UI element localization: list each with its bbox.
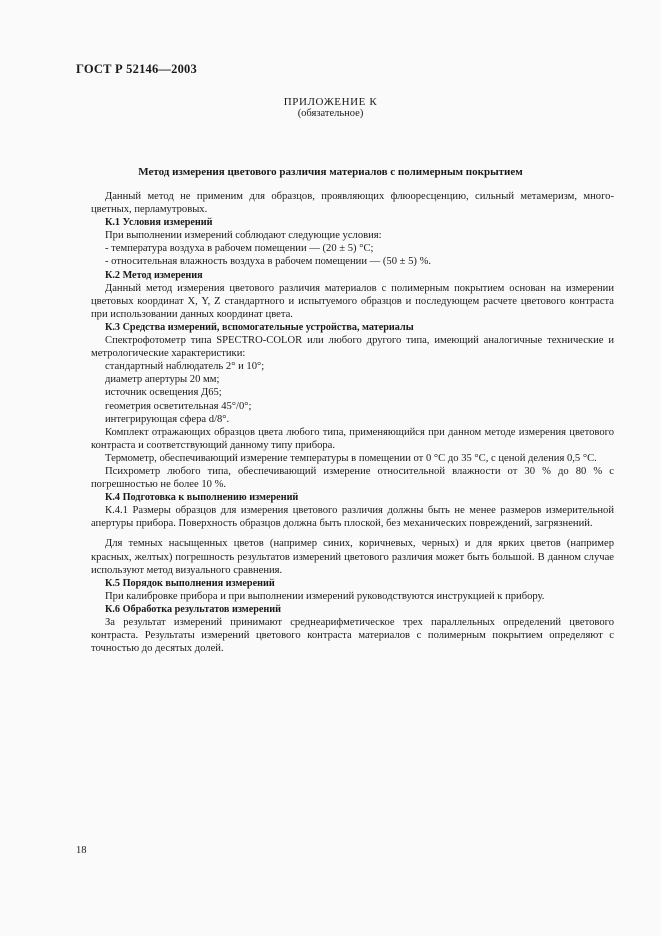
section-k5-title: К.5 Порядок выполнения измерений	[105, 577, 275, 589]
appendix-title: ПРИЛОЖЕНИЕ К	[283, 96, 378, 108]
section-k3-paragraph: Комплект отражающих образцов цвета любого типа, применяющийся при данном методе измерения цветового контраста и соответствующий данному типу прибора.	[91, 426, 614, 451]
section-k2-title: К.2 Метод измерения	[105, 269, 203, 281]
section-k4-paragraph: Для темных насыщенных цветов (например синих, коричневых, черных) и для ярких цветов (например красных, желтых) погрешность результатов измерений цветового различия может быть большой. В данном случае используют метод визуального сравнения.	[91, 538, 614, 576]
condition-item: - температура воздуха в рабочем помещении — (20 ± 5) °С;	[105, 243, 374, 255]
section-k1-text: При выполнении измерений соблюдают следующие условия:	[105, 230, 382, 242]
main-heading: Метод измерения цветового различия материалов с полимерным покрытием	[138, 166, 523, 178]
appendix-status: (обязательное)	[297, 108, 364, 119]
section-k5-text: При калибровке прибора и при выполнении измерений руководствуются инструкцией к прибору.	[105, 590, 545, 602]
standard-number: ГОСТ Р 52146—2003	[76, 62, 197, 76]
section-k2-text: Данный метод измерения цветового различия материалов с полимерным покрытием основан на измерении цветовых координат X, Y, Z стандартного и испытуемого образцов и последующем расчете цветового контраста при использовании данных координат цвета.	[91, 282, 614, 320]
section-k3-title: К.3 Средства измерений, вспомогательные устройства, материалы	[105, 321, 414, 333]
section-k6-text: За результат измерений принимают среднеарифметическое трех параллельных определений цветового контраста. Результаты измерений цветового контраста материалов с полимерным покрытием определяют с точностью до десятых долей.	[91, 617, 614, 655]
characteristic-item: стандартный наблюдатель 2° и 10°;	[105, 361, 265, 373]
characteristic-item: источник освещения Д65;	[105, 387, 222, 399]
section-k3-paragraph: Психрометр любого типа, обеспечивающий измерение относительной влажности от 30 % до 80 % с погрешностью не более 10 %.	[91, 465, 614, 491]
intro-paragraph: Данный метод не применим для образцов, проявляющих флюоресценцию, сильный метамеризм, много-цветных, перламутровых.	[91, 191, 614, 216]
section-k6-title: К.6 Обработка результатов измерений	[105, 603, 282, 615]
condition-item: - относительная влажность воздуха в рабочем помещении — (50 ± 5) %.	[105, 256, 432, 268]
page-number: 18	[76, 845, 87, 856]
section-k1-title: К.1 Условия измерений	[105, 217, 213, 229]
characteristic-item: диаметр апертуры 20 мм;	[105, 374, 220, 386]
characteristic-item: геометрия осветительная 45°/0°;	[105, 400, 252, 412]
document-body	[91, 190, 614, 655]
characteristic-item: интегрирующая сфера d/8°.	[105, 413, 230, 425]
section-k4-title: К.4 Подготовка к выполнению измерений	[105, 492, 299, 504]
section-k3-paragraph: Термометр, обеспечивающий измерение температуры в помещении от 0 °С до 35 °С, с ценой деления 0,5 °С.	[105, 452, 597, 464]
section-k4-paragraph: К.4.1 Размеры образцов для измерения цветового различия должны быть не менее размеров измерительной апертуры прибора. Поверхность образцов должна быть плоской, без механических повреждений, загрязнений.	[91, 505, 614, 530]
section-k3-text: Спектрофотометр типа SPECTRO-COLOR или любого другого типа, имеющий аналогичные технические и метрологические характеристики:	[91, 335, 614, 360]
